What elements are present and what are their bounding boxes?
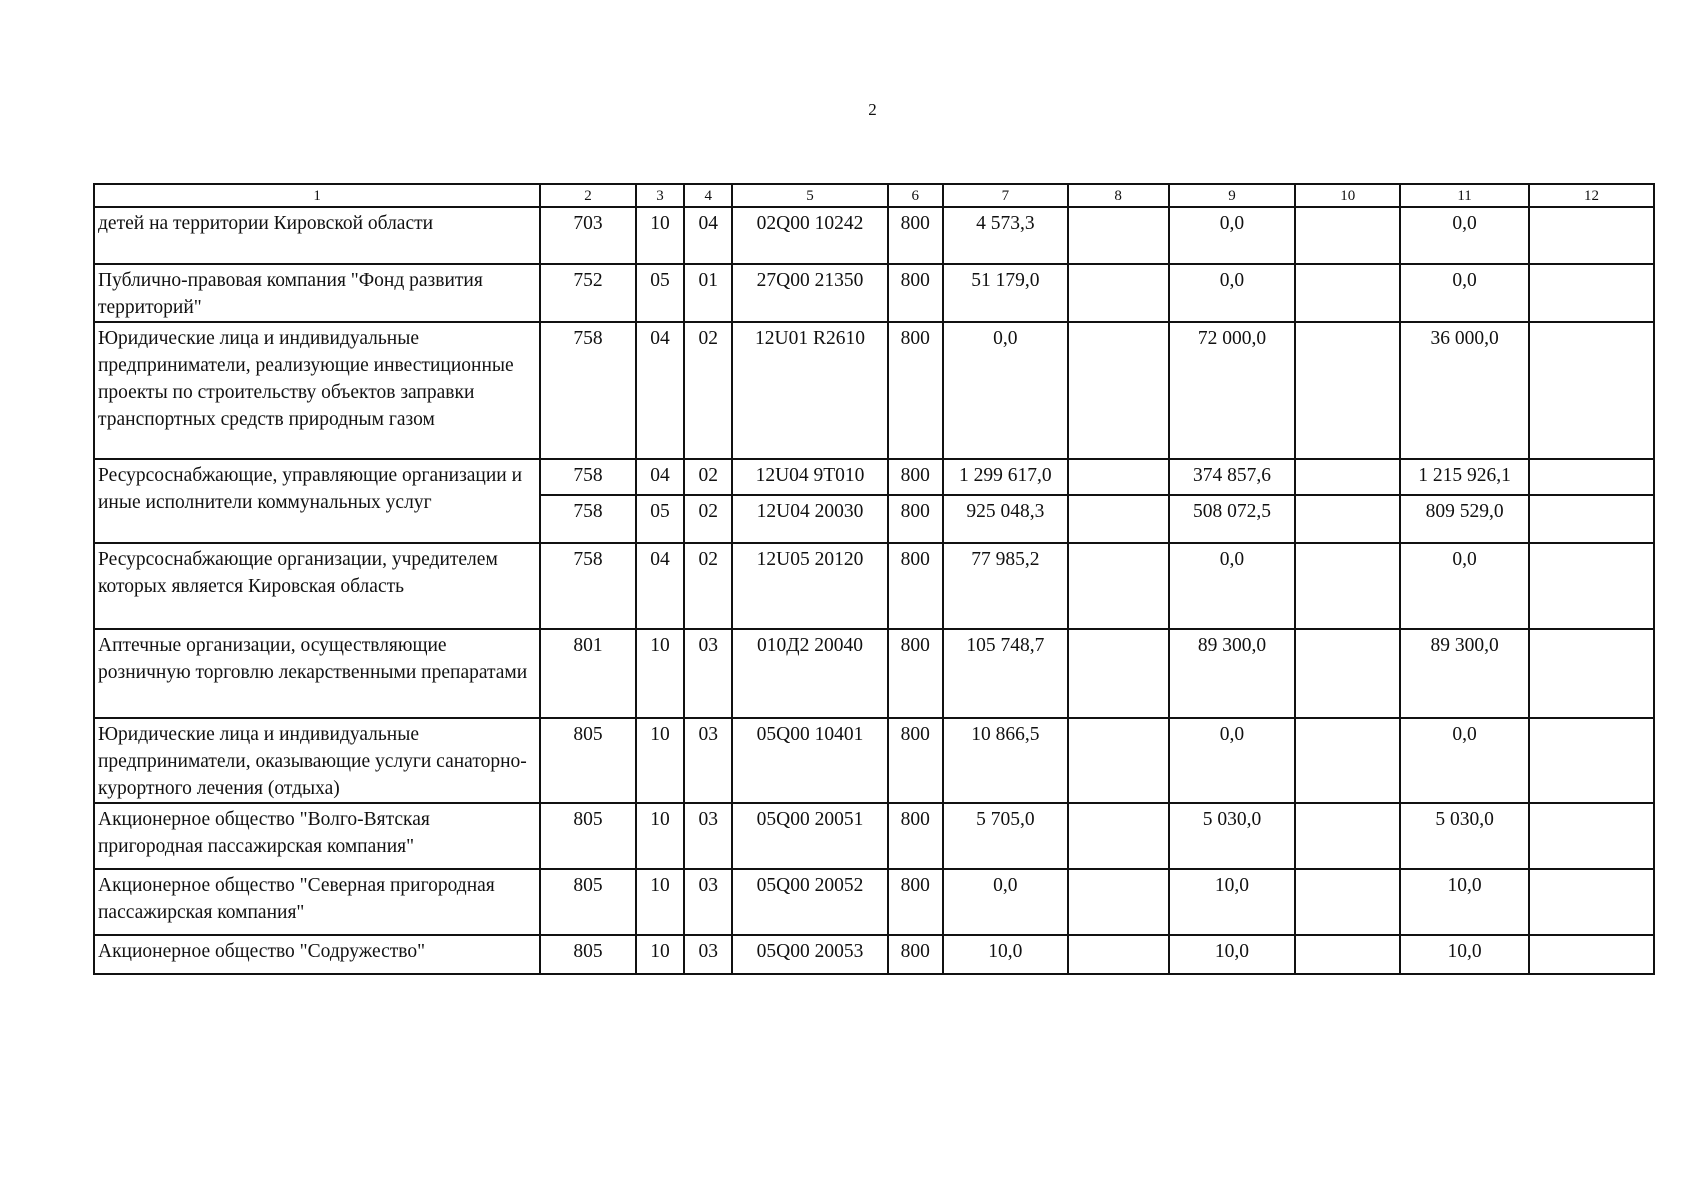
amount-cell — [1529, 495, 1654, 543]
section-cell: 10 — [636, 207, 684, 264]
amount-cell: 0,0 — [1169, 543, 1296, 629]
amount-cell — [1529, 935, 1654, 974]
header-row — [94, 184, 1654, 207]
amount-cell: 0,0 — [1169, 207, 1296, 264]
ministry-code-cell: 805 — [540, 803, 636, 869]
amount-cell — [1068, 543, 1169, 629]
amount-cell: 925 048,3 — [943, 495, 1068, 543]
amount-cell: 5 030,0 — [1400, 803, 1529, 869]
table-row — [94, 322, 1654, 459]
header-cell: 11 — [1400, 184, 1529, 207]
recipient-name-cell: Ресурсоснабжающие, управляющие организации и иные исполнители коммунальных услуг — [94, 459, 540, 543]
amount-cell — [1068, 869, 1169, 935]
recipient-name-cell: Аптечные организации, осуществляющие розничную торговлю лекарственными препаратами — [94, 629, 540, 718]
target-article-cell: 05Q00 10401 — [732, 718, 887, 803]
subsection-cell: 02 — [684, 543, 732, 629]
expense-type-cell: 800 — [888, 322, 943, 459]
amount-cell — [1529, 322, 1654, 459]
target-article-cell: 12U04 20030 — [732, 495, 887, 543]
table-row — [94, 264, 1654, 322]
section-cell: 04 — [636, 459, 684, 495]
amount-cell — [1529, 629, 1654, 718]
ministry-code-cell: 758 — [540, 543, 636, 629]
recipient-name-cell: Акционерное общество "Содружество" — [94, 935, 540, 974]
amount-cell — [1068, 322, 1169, 459]
table-row — [94, 718, 1654, 803]
target-article-cell: 12U05 20120 — [732, 543, 887, 629]
amount-cell — [1529, 869, 1654, 935]
ministry-code-cell: 703 — [540, 207, 636, 264]
header-cell: 1 — [94, 184, 540, 207]
section-cell: 04 — [636, 543, 684, 629]
amount-cell: 10,0 — [1169, 935, 1296, 974]
amount-cell — [1295, 459, 1400, 495]
target-article-cell: 05Q00 20052 — [732, 869, 887, 935]
recipient-name-cell: Юридические лица и индивидуальные предприниматели, реализующие инвестиционные проекты по строительству объектов заправки транспортных средств природным газом — [94, 322, 540, 459]
amount-cell: 36 000,0 — [1400, 322, 1529, 459]
section-cell: 10 — [636, 629, 684, 718]
header-cell: 9 — [1169, 184, 1296, 207]
header-cell: 8 — [1068, 184, 1169, 207]
section-cell: 10 — [636, 718, 684, 803]
amount-cell — [1068, 803, 1169, 869]
recipient-name-cell: Акционерное общество "Северная пригородная пассажирская компания" — [94, 869, 540, 935]
header-cell: 3 — [636, 184, 684, 207]
section-cell: 10 — [636, 869, 684, 935]
section-cell: 10 — [636, 935, 684, 974]
amount-cell: 5 030,0 — [1169, 803, 1296, 869]
amount-cell: 374 857,6 — [1169, 459, 1296, 495]
amount-cell: 0,0 — [1169, 718, 1296, 803]
amount-cell: 0,0 — [943, 322, 1068, 459]
expense-type-cell: 800 — [888, 543, 943, 629]
ministry-code-cell: 801 — [540, 629, 636, 718]
amount-cell — [1295, 869, 1400, 935]
expense-type-cell: 800 — [888, 629, 943, 718]
amount-cell — [1295, 629, 1400, 718]
amount-cell: 0,0 — [1400, 207, 1529, 264]
amount-cell — [1529, 264, 1654, 322]
amount-cell: 89 300,0 — [1400, 629, 1529, 718]
recipient-name-cell: Публично-правовая компания "Фонд развития территорий" — [94, 264, 540, 322]
amount-cell: 0,0 — [1169, 264, 1296, 322]
target-article-cell: 05Q00 20053 — [732, 935, 887, 974]
target-article-cell: 12U04 9T010 — [732, 459, 887, 495]
header-cell: 7 — [943, 184, 1068, 207]
header-cell: 5 — [732, 184, 887, 207]
ministry-code-cell: 752 — [540, 264, 636, 322]
amount-cell — [1529, 803, 1654, 869]
amount-cell: 10,0 — [1400, 869, 1529, 935]
amount-cell: 508 072,5 — [1169, 495, 1296, 543]
amount-cell: 5 705,0 — [943, 803, 1068, 869]
subsection-cell: 04 — [684, 207, 732, 264]
amount-cell — [1068, 207, 1169, 264]
table-row — [94, 207, 1654, 264]
recipient-name-cell: Акционерное общество "Волго-Вятская пригородная пассажирская компания" — [94, 803, 540, 869]
ministry-code-cell: 805 — [540, 718, 636, 803]
amount-cell — [1295, 322, 1400, 459]
header-cell: 2 — [540, 184, 636, 207]
target-article-cell: 010Д2 20040 — [732, 629, 887, 718]
recipient-name-cell: детей на территории Кировской области — [94, 207, 540, 264]
amount-cell: 0,0 — [1400, 264, 1529, 322]
expense-type-cell: 800 — [888, 207, 943, 264]
amount-cell: 0,0 — [1400, 718, 1529, 803]
table-row — [94, 803, 1654, 869]
table-row — [94, 543, 1654, 629]
amount-cell — [1295, 543, 1400, 629]
amount-cell: 1 215 926,1 — [1400, 459, 1529, 495]
amount-cell: 77 985,2 — [943, 543, 1068, 629]
amount-cell — [1529, 718, 1654, 803]
amount-cell — [1295, 718, 1400, 803]
amount-cell — [1295, 207, 1400, 264]
amount-cell: 10,0 — [1400, 935, 1529, 974]
amount-cell — [1529, 207, 1654, 264]
amount-cell — [1295, 803, 1400, 869]
subsection-cell: 03 — [684, 869, 732, 935]
recipient-name-cell: Юридические лица и индивидуальные предприниматели, оказывающие услуги санаторно-курортного лечения (отдыха) — [94, 718, 540, 803]
ministry-code-cell: 758 — [540, 495, 636, 543]
subsection-cell: 03 — [684, 803, 732, 869]
amount-cell — [1529, 543, 1654, 629]
expense-type-cell: 800 — [888, 869, 943, 935]
expense-type-cell: 800 — [888, 495, 943, 543]
subsection-cell: 02 — [684, 495, 732, 543]
header-cell: 6 — [888, 184, 943, 207]
amount-cell: 0,0 — [1400, 543, 1529, 629]
amount-cell: 10,0 — [1169, 869, 1296, 935]
ministry-code-cell: 758 — [540, 322, 636, 459]
table-row — [94, 869, 1654, 935]
target-article-cell: 12U01 R2610 — [732, 322, 887, 459]
ministry-code-cell: 805 — [540, 869, 636, 935]
table-row — [94, 935, 1654, 974]
amount-cell — [1068, 264, 1169, 322]
table-row — [94, 629, 1654, 718]
target-article-cell: 27Q00 21350 — [732, 264, 887, 322]
table-row — [94, 459, 1654, 495]
expense-type-cell: 800 — [888, 718, 943, 803]
section-cell: 04 — [636, 322, 684, 459]
amount-cell: 1 299 617,0 — [943, 459, 1068, 495]
amount-cell — [1295, 264, 1400, 322]
budget-table — [93, 183, 1655, 975]
ministry-code-cell: 805 — [540, 935, 636, 974]
amount-cell: 4 573,3 — [943, 207, 1068, 264]
ministry-code-cell: 758 — [540, 459, 636, 495]
header-cell: 4 — [684, 184, 732, 207]
recipient-name-cell: Ресурсоснабжающие организации, учредителем которых является Кировская область — [94, 543, 540, 629]
amount-cell: 10,0 — [943, 935, 1068, 974]
amount-cell — [1068, 495, 1169, 543]
subsection-cell: 03 — [684, 629, 732, 718]
expense-type-cell: 800 — [888, 264, 943, 322]
amount-cell — [1068, 935, 1169, 974]
expense-type-cell: 800 — [888, 459, 943, 495]
header-cell: 12 — [1529, 184, 1654, 207]
amount-cell: 0,0 — [943, 869, 1068, 935]
expense-type-cell: 800 — [888, 803, 943, 869]
header-cell: 10 — [1295, 184, 1400, 207]
amount-cell — [1068, 629, 1169, 718]
subsection-cell: 01 — [684, 264, 732, 322]
amount-cell — [1295, 935, 1400, 974]
section-cell: 05 — [636, 264, 684, 322]
amount-cell — [1295, 495, 1400, 543]
amount-cell — [1068, 459, 1169, 495]
amount-cell: 105 748,7 — [943, 629, 1068, 718]
expense-type-cell: 800 — [888, 935, 943, 974]
amount-cell — [1068, 718, 1169, 803]
page-number: 2 — [868, 100, 877, 119]
section-cell: 05 — [636, 495, 684, 543]
amount-cell — [1529, 459, 1654, 495]
subsection-cell: 02 — [684, 459, 732, 495]
subsection-cell: 02 — [684, 322, 732, 459]
amount-cell: 10 866,5 — [943, 718, 1068, 803]
section-cell: 10 — [636, 803, 684, 869]
target-article-cell: 02Q00 10242 — [732, 207, 887, 264]
subsection-cell: 03 — [684, 718, 732, 803]
amount-cell: 72 000,0 — [1169, 322, 1296, 459]
subsection-cell: 03 — [684, 935, 732, 974]
amount-cell: 89 300,0 — [1169, 629, 1296, 718]
target-article-cell: 05Q00 20051 — [732, 803, 887, 869]
amount-cell: 51 179,0 — [943, 264, 1068, 322]
amount-cell: 809 529,0 — [1400, 495, 1529, 543]
